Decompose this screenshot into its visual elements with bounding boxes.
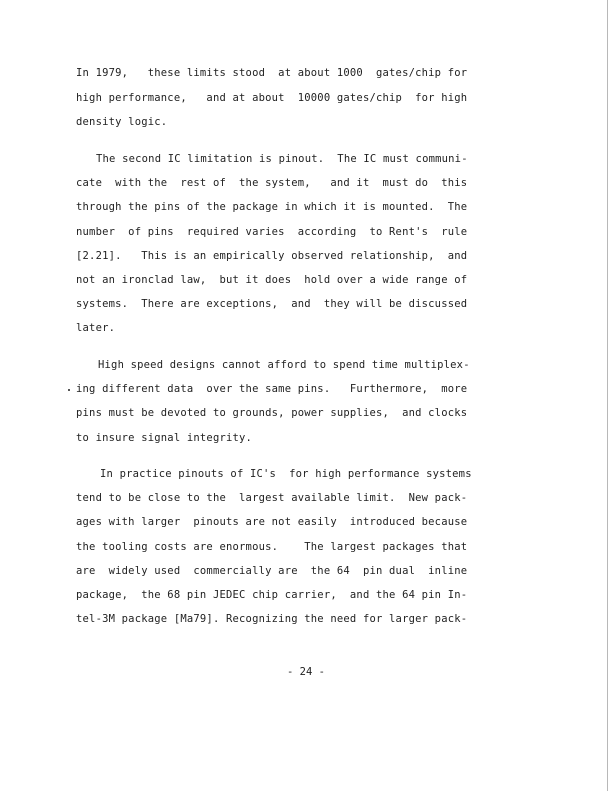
text-line: not an ironclad law, but it does hold over a wide range of xyxy=(76,274,468,286)
text-line: the tooling costs are enormous. The largest packages that xyxy=(76,541,468,553)
text-line: tel-3M package [Ma79]. Recognizing the need for larger pack- xyxy=(76,613,468,625)
text-line: The second IC limitation is pinout. The IC must communi- xyxy=(96,153,468,165)
text-line: ing different data over the same pins. Furthermore, more xyxy=(76,383,468,395)
text-line: later. xyxy=(76,322,116,334)
text-line: number of pins required varies according to Rent's rule xyxy=(76,226,468,238)
text-line: tend to be close to the largest available limit. New pack- xyxy=(76,492,468,504)
text-line: through the pins of the package in which it is mounted. The xyxy=(76,201,468,213)
text-line: to insure signal integrity. xyxy=(76,432,253,444)
text-line: In 1979, these limits stood at about 1000 gates/chip for xyxy=(76,67,468,79)
text-line: ages with larger pinouts are not easily introduced because xyxy=(76,516,468,528)
scan-speck xyxy=(68,389,70,391)
text-line: density logic. xyxy=(76,116,168,128)
text-line: [2.21]. This is an empirically observed relationship, and xyxy=(76,250,468,262)
text-line: are widely used commercially are the 64 pin dual inline xyxy=(76,565,468,577)
text-line: High speed designs cannot afford to spend time multiplex- xyxy=(98,359,470,371)
page-number: - 24 - xyxy=(287,666,325,678)
text-line: cate with the rest of the system, and it must do this xyxy=(76,177,468,189)
text-line: high performance, and at about 10000 gates/chip for high xyxy=(76,92,468,104)
text-line: pins must be devoted to grounds, power supplies, and clocks xyxy=(76,407,468,419)
text-line: package, the 68 pin JEDEC chip carrier, and the 64 pin In- xyxy=(76,589,468,601)
text-line: In practice pinouts of IC's for high performance systems xyxy=(100,468,472,480)
text-line: systems. There are exceptions, and they will be discussed xyxy=(76,298,468,310)
